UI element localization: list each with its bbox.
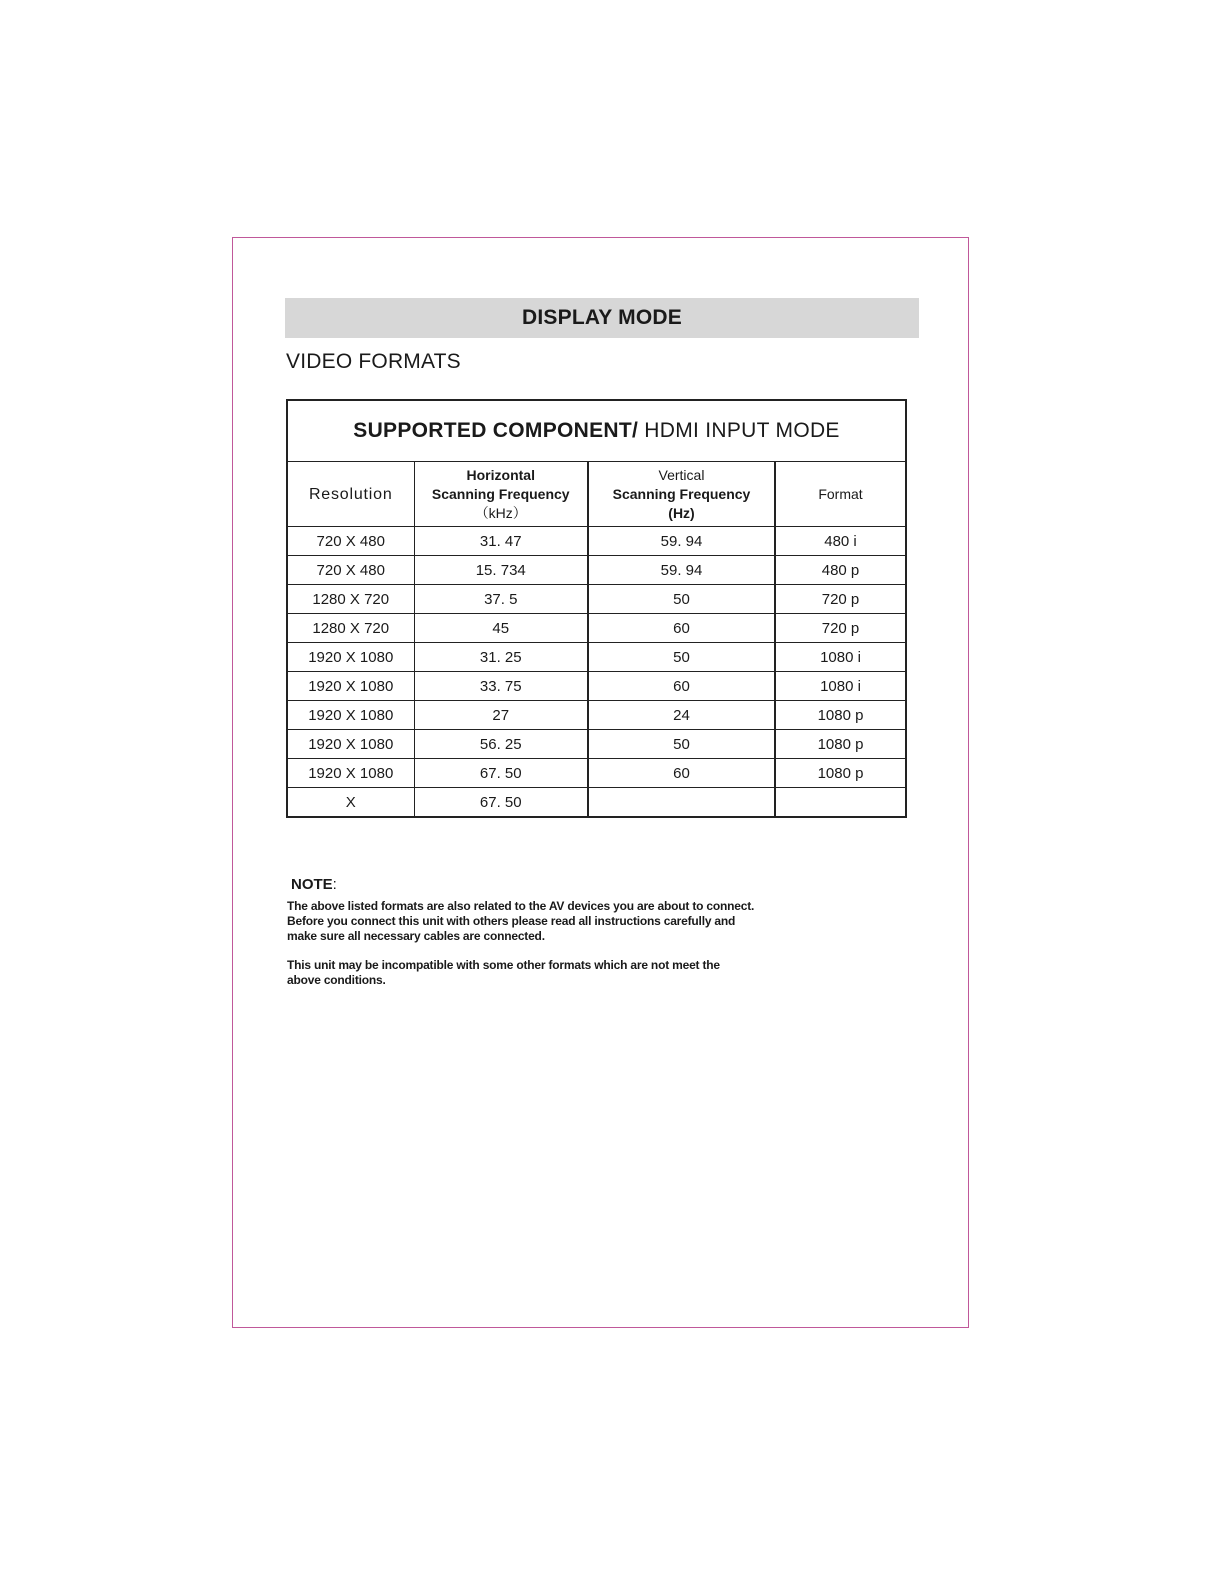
- cell-resolution: 720 X 480: [287, 556, 414, 585]
- header-vertical-line2: Scanning Frequency: [612, 485, 751, 502]
- note-paragraph-1: The above listed formats are also related to the AV devices you are about to connect. Before you connect this unit with others please read all instructions carefully and make sure all necessary cables are connected.: [287, 899, 755, 943]
- cell-resolution: 1920 X 1080: [287, 643, 414, 672]
- cell-resolution: 1920 X 1080: [287, 759, 414, 788]
- cell-format: 1080 p: [775, 759, 906, 788]
- cell-vertical: 60: [588, 672, 775, 701]
- table-row: [287, 643, 906, 672]
- cell-format: 1080 i: [775, 643, 906, 672]
- cell-horizontal: 31. 47: [414, 527, 588, 556]
- cell-resolution: 1920 X 1080: [287, 672, 414, 701]
- table-row: [287, 527, 906, 556]
- cell-horizontal: 15. 734: [414, 556, 588, 585]
- cell-horizontal: 56. 25: [414, 730, 588, 759]
- cell-vertical: 59. 94: [588, 556, 775, 585]
- note-label-colon: :: [332, 876, 337, 893]
- cell-format: 1080 i: [775, 672, 906, 701]
- note-label: [291, 876, 807, 893]
- cell-vertical: 50: [588, 585, 775, 614]
- cell-horizontal: 45: [414, 614, 588, 643]
- header-vertical-unit: (Hz): [668, 504, 695, 521]
- table-title: [287, 400, 906, 462]
- header-resolution: Resolution: [287, 462, 414, 527]
- table-row: [287, 788, 906, 818]
- cell-resolution: 1920 X 1080: [287, 730, 414, 759]
- table-row: [287, 585, 906, 614]
- note-paragraph-2: This unit may be incompatible with some other formats which are not meet the above conditions.: [287, 958, 720, 987]
- table-row: [287, 701, 906, 730]
- cell-horizontal: 27: [414, 701, 588, 730]
- header-horizontal-unit: （kHz）: [474, 504, 527, 521]
- note-block: [287, 876, 807, 1002]
- cell-format: [775, 788, 906, 818]
- cell-vertical: 60: [588, 759, 775, 788]
- cell-horizontal: 37. 5: [414, 585, 588, 614]
- page-title: [285, 298, 919, 338]
- section-title: VIDEO FORMATS: [286, 350, 461, 373]
- cell-horizontal: 67. 50: [414, 788, 588, 818]
- header-horizontal-line2: Scanning Frequency: [431, 485, 570, 502]
- cell-format: 720 p: [775, 585, 906, 614]
- cell-resolution: 720 X 480: [287, 527, 414, 556]
- note-label-text: NOTE: [291, 876, 333, 893]
- table-row: [287, 556, 906, 585]
- cell-vertical: 50: [588, 643, 775, 672]
- header-format: Format: [775, 462, 906, 527]
- header-horizontal: [414, 462, 588, 527]
- cell-resolution: 1920 X 1080: [287, 701, 414, 730]
- cell-format: 480 i: [775, 527, 906, 556]
- table-title-rest: HDMI INPUT MODE: [644, 419, 840, 442]
- cell-vertical: 60: [588, 614, 775, 643]
- cell-horizontal: 31. 25: [414, 643, 588, 672]
- cell-vertical: 50: [588, 730, 775, 759]
- cell-resolution: 1280 X 720: [287, 585, 414, 614]
- header-horizontal-line1: Horizontal: [466, 466, 535, 483]
- table-row: [287, 759, 906, 788]
- cell-horizontal: 67. 50: [414, 759, 588, 788]
- table-row: [287, 730, 906, 759]
- video-formats-table: [286, 399, 907, 818]
- cell-format: 720 p: [775, 614, 906, 643]
- header-vertical: [588, 462, 775, 527]
- cell-vertical: [588, 788, 775, 818]
- cell-resolution: 1280 X 720: [287, 614, 414, 643]
- header-vertical-line1: Vertical: [658, 466, 705, 483]
- page-title-text: DISPLAY MODE: [522, 306, 682, 329]
- table-title-bold: SUPPORTED COMPONENT/: [353, 419, 639, 442]
- cell-vertical: 59. 94: [588, 527, 775, 556]
- cell-horizontal: 33. 75: [414, 672, 588, 701]
- cell-vertical: 24: [588, 701, 775, 730]
- table-row: [287, 614, 906, 643]
- table-row: [287, 672, 906, 701]
- cell-resolution: X: [287, 788, 414, 818]
- cell-format: 1080 p: [775, 701, 906, 730]
- cell-format: 480 p: [775, 556, 906, 585]
- cell-format: 1080 p: [775, 730, 906, 759]
